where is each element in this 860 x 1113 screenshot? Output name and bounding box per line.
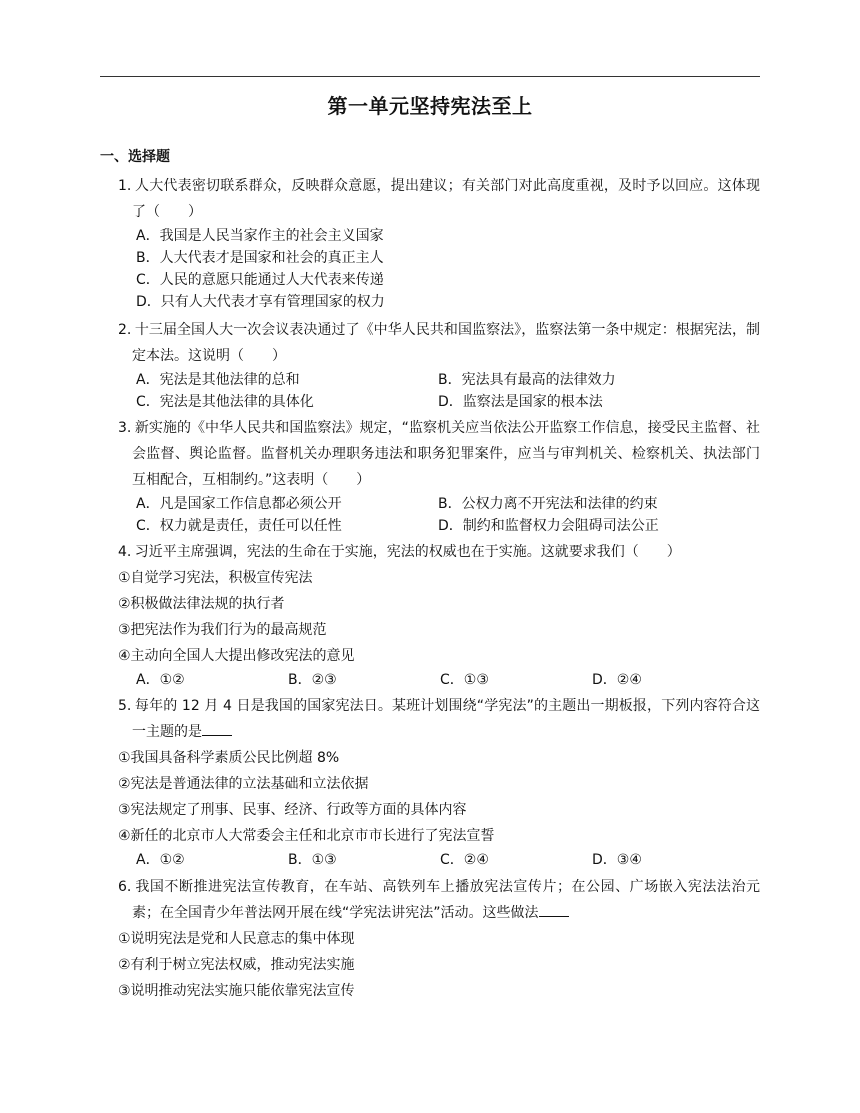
option-c: C．人民的意愿只能通过人大代表来传递	[136, 272, 384, 288]
option-b: B．②③	[288, 672, 337, 688]
question-stem: 人大代表密切联系群众，反映群众意愿，提出建议；有关部门对此高度重视，及时予以回应。这体现了（ ）	[132, 178, 760, 220]
option-b: B．宪法具有最高的法律效力	[438, 372, 616, 388]
question-stem: 我国不断推进宪法宣传教育，在车站、高铁列车上播放宪法宣传片；在公园、广场嵌入宪法法治元素；在全国青少年普法网开展在线“学宪法讲宪法”活动。这些做法	[132, 879, 760, 921]
statement-1: ①我国具备科学素质公民比例超 8%	[118, 750, 340, 766]
option-c: C．①③	[440, 672, 489, 688]
statement-4: ④主动向全国人大提出修改宪法的意见	[118, 648, 355, 664]
question-2	[118, 317, 760, 413]
option-d: D．制约和监督权力会阻碍司法公正	[438, 518, 659, 534]
statement-3: ③宪法规定了刑事、民事、经济、行政等方面的具体内容	[118, 802, 467, 818]
option-d: D．②④	[592, 672, 642, 688]
question-stem: 新实施的《中华人民共和国监察法》规定，“监察机关应当依法公开监察工作信息，接受民主监督、社会监督、舆论监督。监督机关办理职务违法和职务犯罪案件，应当与审判机关、检察机关、执法部门互相配合，互相制约。”这表明（ ）	[132, 420, 760, 488]
statement-1: ①说明宪法是党和人民意志的集中体现	[118, 931, 355, 947]
question-stem: 十三届全国人大一次会议表决通过了《中华人民共和国监察法》，监察法第一条中规定：根据宪法，制定本法。这说明（ ）	[132, 322, 760, 364]
question-number: 1.	[118, 178, 132, 194]
header-rule	[100, 76, 760, 77]
question-6	[118, 874, 760, 1004]
option-a: A．①②	[136, 672, 185, 688]
question-number: 6.	[118, 879, 132, 895]
option-list	[136, 369, 760, 413]
answer-blank[interactable]	[202, 721, 232, 736]
question-4	[118, 539, 760, 691]
option-b: B．人大代表才是国家和社会的真正主人	[136, 250, 384, 266]
question-stem: 每年的 12 月 4 日是我国的国家宪法日。某班计划围绕“学宪法”的主题出一期板报，下列内容符合这一主题的是	[132, 698, 760, 740]
option-c: C．宪法是其他法律的具体化	[136, 394, 314, 410]
question-3	[118, 415, 760, 537]
statement-1: ①自觉学习宪法，积极宣传宪法	[118, 570, 313, 586]
option-a: A．我国是人民当家作主的社会主义国家	[136, 228, 384, 244]
statement-2: ②积极做法律法规的执行者	[118, 596, 285, 612]
section-heading: 一、选择题	[100, 149, 170, 165]
option-a: A．①②	[136, 852, 185, 868]
statement-3: ③说明推动宪法实施只能依靠宪法宣传	[118, 983, 355, 999]
statement-2: ②有利于树立宪法权威，推动宪法实施	[118, 957, 355, 973]
option-a: A．凡是国家工作信息都必须公开	[136, 496, 342, 512]
statement-2: ②宪法是普通法律的立法基础和立法依据	[118, 776, 369, 792]
option-list	[136, 669, 760, 691]
option-c: C．②④	[440, 852, 489, 868]
option-a: A．宪法是其他法律的总和	[136, 372, 300, 388]
question-number: 4.	[118, 544, 132, 560]
answer-blank[interactable]	[539, 902, 569, 917]
option-list	[136, 849, 760, 871]
option-d: D．只有人大代表才享有管理国家的权力	[136, 294, 385, 310]
option-list	[136, 225, 760, 313]
statement-4: ④新任的北京市人大常委会主任和北京市市长进行了宪法宣誓	[118, 828, 495, 844]
option-c: C．权力就是责任，责任可以任性	[136, 518, 342, 534]
option-b: B．①③	[288, 852, 337, 868]
question-1	[118, 173, 760, 313]
question-number: 3.	[118, 420, 132, 436]
page-title: 第一单元坚持宪法至上	[327, 94, 533, 118]
option-d: D．监察法是国家的根本法	[438, 394, 603, 410]
option-list	[136, 493, 760, 537]
question-number: 5.	[118, 698, 132, 714]
question-number: 2.	[118, 322, 132, 338]
option-d: D．③④	[592, 852, 642, 868]
statement-3: ③把宪法作为我们行为的最高规范	[118, 622, 327, 638]
option-b: B．公权力离不开宪法和法律的约束	[438, 496, 658, 512]
question-5	[118, 693, 760, 871]
question-stem: 习近平主席强调，宪法的生命在于实施，宪法的权威也在于实施。这就要求我们（ ）	[134, 544, 681, 560]
